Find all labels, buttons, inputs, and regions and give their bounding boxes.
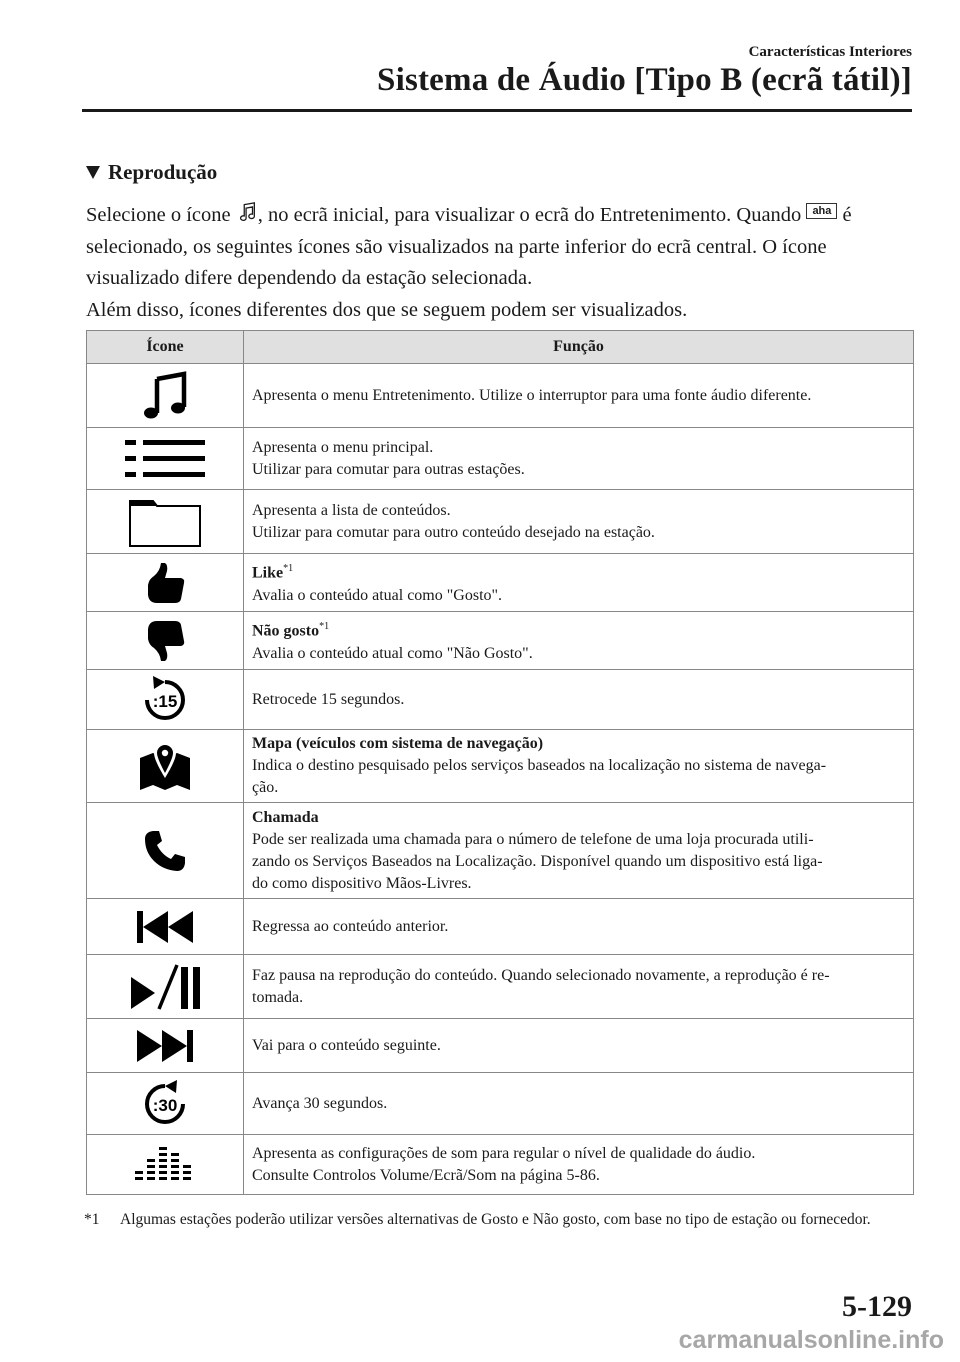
header-rule: [82, 109, 912, 112]
svg-text::30: :30: [152, 1095, 178, 1115]
row-line: Retrocede 15 segundos.: [252, 690, 405, 708]
row-line: Apresenta as configurações de som para regular o nível de qualidade do áudio.: [252, 1144, 756, 1162]
phone-icon: [143, 829, 187, 873]
row-line: Avalia o conteúdo atual como "Gosto".: [252, 586, 503, 604]
list-icon: [125, 438, 205, 480]
row-line: Vai para o conteúdo seguinte.: [252, 1036, 441, 1054]
watermark: carmanualsonline.info: [678, 1326, 944, 1354]
row-line: Apresenta a lista de conteúdos.: [252, 501, 451, 519]
triangle-bullet-icon: [86, 166, 100, 179]
table-row: [87, 670, 914, 730]
table-row: [87, 1135, 914, 1195]
table-header-row: [87, 331, 914, 364]
row-title: Like$^{*1}$: [252, 563, 294, 582]
map-pin-icon: [138, 740, 192, 792]
intro-text: [86, 200, 916, 326]
table-row: [87, 364, 914, 428]
footnote-text: Algumas estações poderão utilizar versões alternativas de Gosto e Não gosto, com base no tipo de estação ou fornecedor.: [120, 1211, 871, 1228]
row-title: Não gosto$^{*1}$: [252, 621, 330, 640]
forward-30-icon: [141, 1080, 189, 1128]
music-note-inline-icon: [236, 201, 258, 223]
equalizer-icon: [135, 1145, 195, 1185]
aha-icon: aha: [806, 203, 837, 219]
intro-paragraph-2: Além disso, ícones diferentes dos que se seguem podem ser visualizados.: [86, 298, 688, 321]
skip-back-icon: [137, 909, 193, 945]
svg-text::15: :15: [152, 691, 178, 711]
table-row: [87, 428, 914, 490]
table-row: [87, 1073, 914, 1135]
skip-forward-icon: [137, 1028, 193, 1064]
row-line: Utilizar para comutar para outro conteúdo desejado na estação.: [252, 523, 655, 541]
row-line: Pode ser realizada uma chamada para o número de telefone de uma loja procurada utili-: [252, 830, 814, 848]
table-row: [87, 899, 914, 955]
section-title: Reprodução: [108, 160, 218, 184]
table-row: [87, 1019, 914, 1073]
table-row: [87, 490, 914, 554]
row-line: Apresenta o menu principal.: [252, 438, 434, 456]
header-icon: Ícone: [87, 331, 244, 364]
row-line: Utilizar para comutar para outras estações.: [252, 460, 525, 478]
row-line: Avança 30 segundos.: [252, 1094, 388, 1112]
thumbs-down-icon: [143, 619, 187, 663]
row-line: ção.: [252, 779, 279, 796]
header-function: Função: [244, 331, 914, 364]
icon-function-table: [86, 330, 914, 1195]
row-line: Faz pausa na reprodução do conteúdo. Quando selecionado novamente, a reprodução é re-: [252, 966, 830, 984]
page-number: 5-129: [842, 1290, 912, 1323]
table-row: [87, 554, 914, 612]
row-line: Avalia o conteúdo atual como "Não Gosto".: [252, 644, 533, 662]
section-heading: [86, 160, 217, 185]
row-line: Apresenta o menu Entretenimento. Utilize o interruptor para uma fonte áudio diferente.: [252, 386, 812, 404]
row-line: tomada.: [252, 988, 304, 1006]
row-title: Mapa (veículos com sistema de navegação): [252, 735, 544, 752]
music-note-icon: [140, 371, 190, 421]
table-row: [87, 730, 914, 803]
table-row: [87, 955, 914, 1019]
footnote-marker: *1: [84, 1211, 100, 1228]
row-line: Regressa ao conteúdo anterior.: [252, 917, 449, 935]
table-row: [87, 612, 914, 670]
header-category: Características Interiores: [748, 44, 912, 60]
thumbs-up-icon: [143, 561, 187, 605]
folder-icon: [129, 497, 201, 547]
table-row: [87, 803, 914, 899]
row-line: Consulte Controlos Volume/Ecrã/Som na página 5-86.: [252, 1166, 600, 1184]
page-title: Sistema de Áudio [Tipo B (ecrã tátil)]: [377, 62, 912, 98]
rewind-15-icon: [141, 676, 189, 724]
footnote: [84, 1208, 914, 1232]
row-line: zando os Serviços Baseados na Localização. Disponível quando um dispositivo está liga-: [252, 852, 823, 870]
row-line: Indica o destino pesquisado pelos serviços baseados na localização no sistema de navega-: [252, 757, 827, 774]
row-title: Chamada: [252, 808, 319, 826]
intro-paragraph-1: Selecione o ícone , no ecrã inicial, para visualizar o ecrã do Entretenimento. Quando aha é selecionado, os seguintes ícones são visualizados na parte inferior do ecrã central. O ícone visualizado difere dependendo da estação selecionada.: [86, 200, 916, 295]
row-line: do como dispositivo Mãos-Livres.: [252, 874, 472, 892]
play-pause-icon: [129, 963, 201, 1011]
